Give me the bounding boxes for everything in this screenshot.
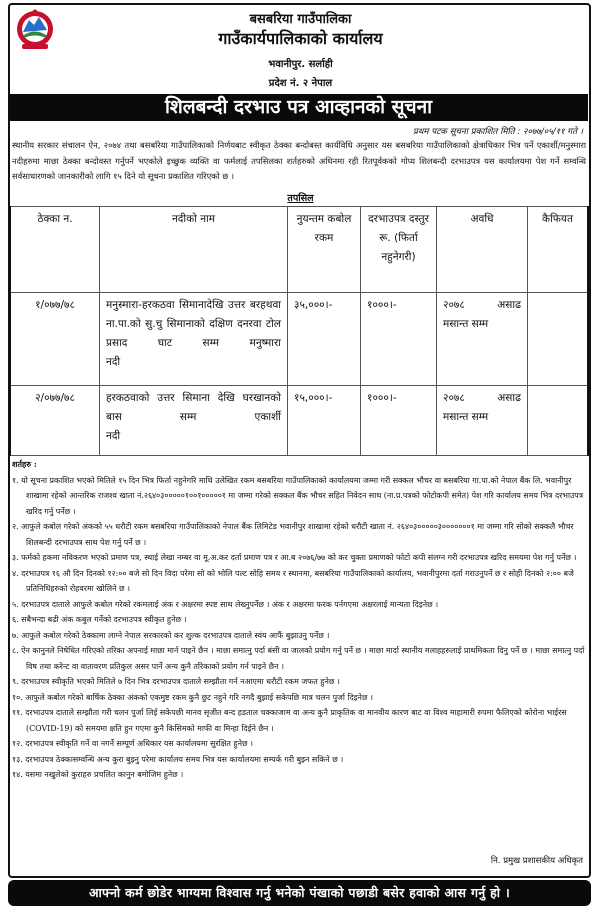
condition-item: १२. दरभाउपत्र स्वीकृति गर्ने वा नगर्ने सम्पूर्ण अधिकार यस कार्यालयमा सुरक्षित हुनेछ । <box>12 739 254 748</box>
condition-item: ३. फर्मको हकमा नविकरण भएको प्रमाण पत्र, स्थाई लेखा नम्बर वा मू.अ.कर दर्ता प्रमाण पत्र र आ.ब २०७६/७७ को कर चुक्ता प्रमाणको फोटो कपी संलग्न गरी दरभाउपत्र खरिद समयमा पेश गर्नु पर्नेछ । <box>12 553 577 562</box>
remarks <box>528 386 589 456</box>
river-name-last: नदी <box>106 356 121 368</box>
period <box>437 293 528 386</box>
condition-item: ८. ऐन कानुनले निषेधित गरिएको तरिका अपनाई माछा मार्न पाइने छैन । माछा समात्नु पर्दा बंसी वा जालको प्रयोग गर्नु पर्ने छ । माछा मार्दा स्थानीय मलाहहरुलाई प्राथमिकता दिनु पर्ने छ । माछा समात्नु पर्दा विष तथा करेन्ट वा वातावरण प्रतिकुल असर पार्ने अन्य कुनै तरिकाको प्रयोग गर्न पाइने छैन । <box>12 646 585 671</box>
table-header-row <box>10 207 588 293</box>
river-name <box>100 386 288 456</box>
condition-item: ९. दरभाउपत्र स्वीकृति भएको मितिले ७ दिन भित्र दरभाउपत्र दाताले सम्झौता गर्न नआएमा धरौटी रकम जफत हुनेछ । <box>12 677 340 686</box>
condition-item: ५. दरभाउपत्र दाताले आफुले कबोल गरेको रकमलाई अंक र अक्षरमा स्पष्ट साथ लेख्नुपर्नेछ । अंक र अक्षरमा फरक पर्नगएमा अक्षरलाई मान्यता दिइनेछ । <box>12 599 439 609</box>
river-name-text: हरकठवाको उत्तर सिमाना देखि घरखानको बास सम्म एकार्शी <box>106 392 281 423</box>
header-min-bid: नुयन्तम कबोल रकम <box>288 207 361 293</box>
condition-item: १. यो सूचना प्रकाशित भएको मितिले १५ दिन भित्र फिर्ता नहुनेगरि माथि उलेखित रकम बसबरिया गाउँपालिकाको कार्यालयमा जम्मा गरी सक्कल भौचर वा बसबरिया गा.पा.को नेपाल बैंक लि. भवानीपुर शाखामा रहेको आन्तरिक राजश्व खाता नं.२६४०३०००००१००१०००००१ मा जम्मा गरेको सक्कल बैंक भौचर सहित निवेदन साथ (ना.प्र.पत्रको फोटोकपी समेत) पेश गरि कार्यालय समय भित्र दरभाउपत्र खरिद गर्नु पर्नेछ । <box>12 475 584 516</box>
header-remarks: कैफियत <box>528 207 589 293</box>
river-name-text: मनुस्मारा-हरकठवा सिमानादेखि उत्तर बरहथवा ना.पा.को सु.चु सिमानाको दक्षिण दनरवा टोल प्रसाद घाट सम्म मनुष्मारा <box>106 299 281 349</box>
header-period: अवधि <box>437 207 528 293</box>
period-last: मसान्त सम्म <box>443 411 489 423</box>
contract-no: १/०७७/७८ <box>10 293 100 386</box>
min-bid: ३५,०००।- <box>288 293 361 386</box>
intro-paragraph: स्थानीय सरकार संचालन ऐन, २०७४ तथा बसबरिया गाउँपालिकाको निर्णयबाट स्वीकृत ठेक्का बन्दोबस्त कार्यविधि अनुसार यस बसबरिया गाउँपालिकाको क्षेत्राधिकार भित्र पर्ने एकार्शी/मनुस्मारा नदीहरुमा माछा ठेक्का बन्दोवस्त गर्नुपर्ने भएकोले इच्छुक व्यक्ति वा फर्मलाई तपसिलका शर्तहरुको अधिनमा रही रितपूर्वकको गोप्य शिलबन्दी दरभाउपत्र यस कार्यालयमा पेश गर्ने सम्वन्धि सर्वसाधारणको जानकारीको लागि १५ दिने यो सूचना प्रकाशित गरिएको छ । <box>12 140 586 181</box>
period <box>437 386 528 456</box>
condition-item: १४. यसमा नखुलेको कुराहरु प्रचलित कानुन बमोजिम हुनेछ । <box>12 770 184 779</box>
period-text: २०७८ असाढ <box>443 299 521 311</box>
contract-no: २/०७७/७८ <box>10 386 100 456</box>
condition-item: ११. दरभाउपत्र दाताले सम्झौता गरी चलन पुर्जा लिई सकेपछी मानव सृजीत बन्द हडताल चक्काजाम वा अन्य कुनै प्राकृतिक वा मानवीय कारण बाट वा विश्व माहामारी रुपमा फैलिएको कोरोना भाईरस (COVID-19) को समयमा क्षति हुन गएमा कुनै किसिमको माफी वा मिन्हा दिईने छैन । <box>12 708 567 733</box>
condition-item: १३. दरभाउपत्र ठेक्कासम्वन्धि अन्य कुरा बुझ्नु परेमा कार्यालय समय भित्र यस कार्यालयमा सम्पर्क गरी बुझ्न सकिने छ । <box>12 754 344 764</box>
river-name-last: नदी <box>106 430 121 442</box>
municipality-name: बसबरिया गाउँपालिका <box>249 12 352 27</box>
schedule-heading: तपसिल <box>287 193 314 204</box>
remarks <box>528 293 589 386</box>
condition-item: ७. आफुले कबोल गरेको ठेक्कामा लाग्ने नेपाल सरकारको कर शुल्क दरभाउपत्र दाताले स्वंय आफैं बुझाउनु पर्नेछ । <box>12 630 330 640</box>
province-name: प्रदेश नं. २ नेपाल <box>268 78 333 89</box>
condition-item: १०. आफुले कबोल गरेको बार्षिक ठेक्का अंकको एकमुष्ट रकम कुनै छुट नहुने गरि नगदै बुझाई सकेपछि मात्र चलन पुर्जा दिइनेछ । <box>12 692 373 702</box>
header-river-name: नदीको नाम <box>100 207 288 293</box>
condition-item: ६. सबैभन्दा बढी अंक कबुल गर्नेको दरभाउपत्र स्वीकृत हुनेछ । <box>12 615 187 624</box>
river-name <box>100 293 288 386</box>
fee: १०००।- <box>361 293 437 386</box>
condition-item: ४. दरभाउपत्र १६ औ दिन दिनको १२:०० बजे सो दिन विदा परेमा सो को भोलि पल्ट सोहि समय र स्थानमा, बसबरिया गाउँपालिकाको कार्यालय, भवानीपुरमा दर्ता गराउनुपर्ने छ र सोही दिनको २:०० बजे प्रतिनिधिहरुको रोहवरमा खोलिने छ । <box>12 568 574 593</box>
period-text: २०७८ असाढ <box>443 392 521 404</box>
conditions-section <box>12 457 586 783</box>
contract-table <box>9 206 589 456</box>
notice-title: शिलबन्दी दरभाउ पत्र आव्हानको सूचना <box>9 94 588 121</box>
condition-item: २. आफुले कबोल गरेको अंकको ५५ धरौटी रकम बसबरिया गाउँपालिकाको नेपाल बैंक लिमिटेड भवानीपुर शाखामा रहेको धरौटी खाता नं. २६४०३०००००३०००००००१ मा जम्मा गरि सोको सक्कलै भौचर शिलबन्दी दरभाउपत्र साथ पेश गर्नु पर्ने छ । <box>12 522 574 547</box>
table-row <box>10 386 588 456</box>
publication-date: प्रथम पटक सूचना प्रकाशित मिति : २०७७/०५/११ गते । <box>412 127 583 137</box>
office-address: भवानीपुर. सर्लाही <box>268 59 333 70</box>
fee: १०००।- <box>361 386 437 456</box>
header-fee: दरभाउपत्र दस्तुर रू. (फिर्ता नहुनेगरी) <box>361 207 437 293</box>
office-name: गाउँकार्यपालिकाको कार्यालय <box>218 29 383 48</box>
footer-quote: आफ्नो कर्म छोडेर भाग्यमा विश्वास गर्नु भनेको पंखाको पछाडी बसेर हवाको आस गर्नु हो । <box>8 880 591 906</box>
conditions-title: शर्तहरु : <box>12 459 37 469</box>
header-contract-no: ठेक्का न. <box>10 207 100 293</box>
min-bid: १५,०००।- <box>288 386 361 456</box>
period-last: मसान्त सम्म <box>443 318 489 330</box>
signatory: नि. प्रमुख प्रशासकीय अधिकृत <box>490 856 583 866</box>
table-row <box>10 293 588 386</box>
